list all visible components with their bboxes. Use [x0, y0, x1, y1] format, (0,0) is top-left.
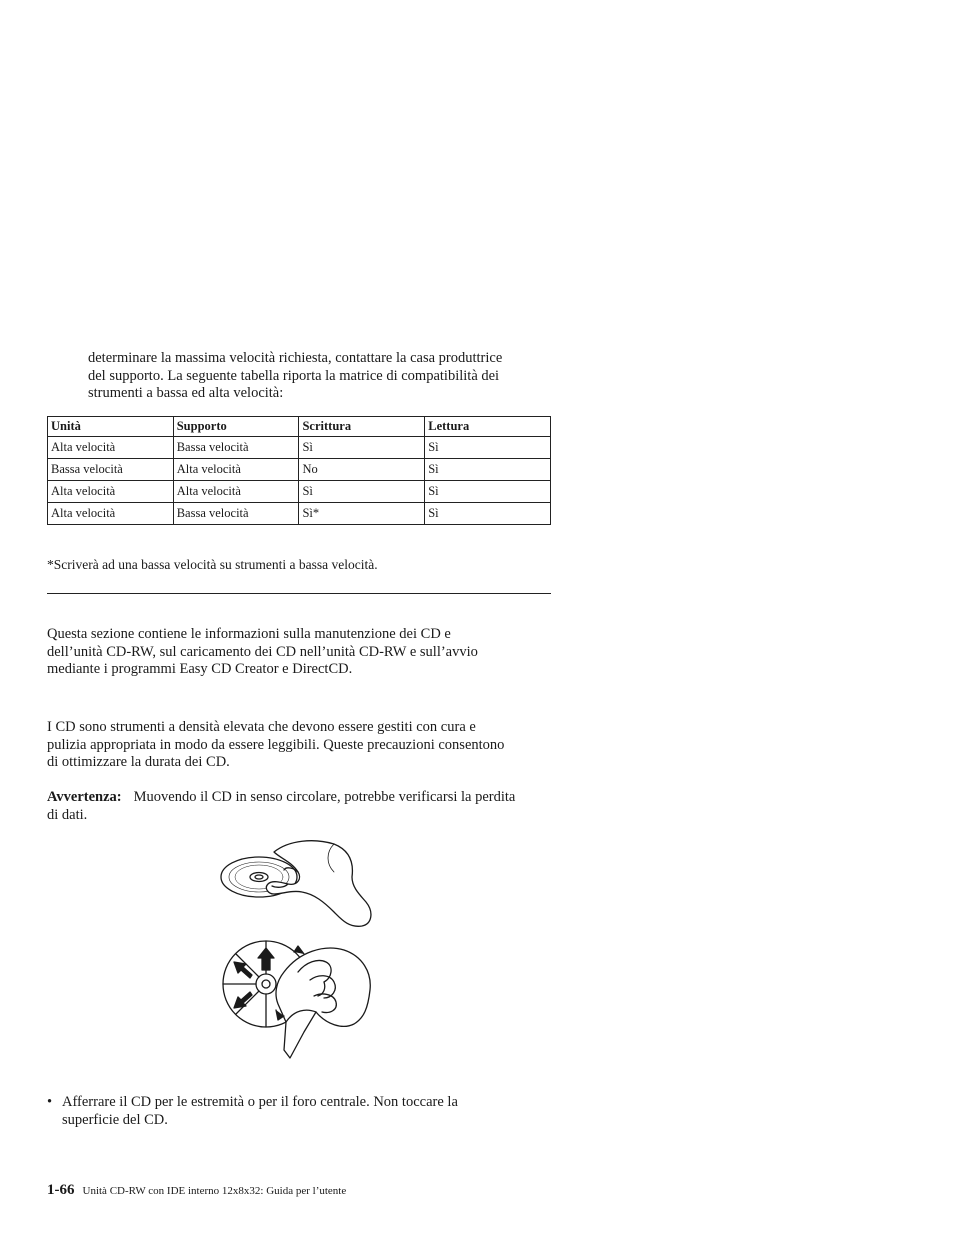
- cd-held-by-edge-icon: [221, 841, 371, 927]
- table-cell: Alta velocità: [48, 503, 174, 525]
- bullet-marker: •: [47, 1094, 53, 1110]
- list-item: • Afferrare il CD per le estremità o per il foro centrale. Non toccare la superficie del CD.: [47, 1094, 458, 1128]
- table-header: Supporto: [173, 417, 299, 437]
- table-cell: Alta velocità: [48, 437, 174, 459]
- table-row: [48, 437, 551, 459]
- cd-handling-illustration: [214, 832, 379, 1064]
- intro-paragraph: determinare la massima velocità richiesta, contattare la casa produttrice del supporto. La seguente tabella riporta la matrice di compatibilità dei strumenti a bassa ed alta velocità:: [88, 350, 503, 401]
- table-cell: Bassa velocità: [173, 437, 299, 459]
- table-row: [48, 481, 551, 503]
- table-row: [48, 503, 551, 525]
- table-cell: Sì*: [299, 503, 425, 525]
- section-divider: [47, 593, 551, 594]
- table-header: Scrittura: [299, 417, 425, 437]
- table-cell: Sì: [425, 437, 551, 459]
- compatibility-table: [47, 416, 551, 525]
- table-cell: Sì: [425, 481, 551, 503]
- table-header: Lettura: [425, 417, 551, 437]
- table-cell: Alta velocità: [48, 481, 174, 503]
- table-cell: Sì: [425, 459, 551, 481]
- table-cell: Sì: [425, 503, 551, 525]
- document-title: Unità CD-RW con IDE interno 12x8x32: Guida per l’utente: [82, 1185, 347, 1197]
- warning-label: Avvertenza:: [47, 789, 122, 805]
- table-footnote: *Scriverà ad una bassa velocità su strumenti a bassa velocità.: [47, 557, 378, 572]
- table-cell: Sì: [299, 437, 425, 459]
- table-cell: No: [299, 459, 425, 481]
- warning-note: Avvertenza: Muovendo il CD in senso circolare, potrebbe verificarsi la perdita di dati.: [47, 789, 516, 823]
- cd-care-paragraph: I CD sono strumenti a densità elevata che devono essere gestiti con cura e pulizia appropriata in modo da essere leggibili. Queste precauzioni consentono di ottimizzare la durata dei CD.: [47, 719, 505, 770]
- table-cell: Sì: [299, 481, 425, 503]
- table-cell: Alta velocità: [173, 481, 299, 503]
- table-header-row: [48, 417, 551, 437]
- table-cell: Alta velocità: [173, 459, 299, 481]
- table-cell: Bassa velocità: [48, 459, 174, 481]
- table-cell: Bassa velocità: [173, 503, 299, 525]
- table-header: Unità: [48, 417, 174, 437]
- page-footer: [47, 1182, 346, 1199]
- table-row: [48, 459, 551, 481]
- section-intro-paragraph: Questa sezione contiene le informazioni sulla manutenzione dei CD e dell’unità CD-RW, sul caricamento dei CD nell’unità CD-RW e sull’avvio mediante i programmi Easy CD Creator e DirectCD.: [47, 626, 478, 677]
- cd-radial-wipe-icon: [223, 941, 370, 1058]
- page-number: 1-66: [47, 1182, 75, 1198]
